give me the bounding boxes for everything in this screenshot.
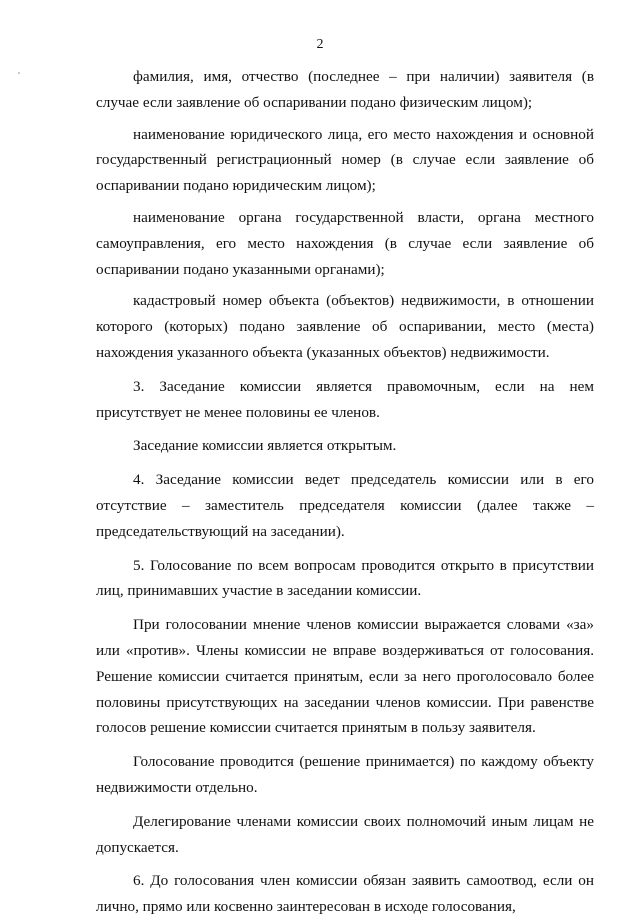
paragraph-per-object-voting: Голосование проводится (решение принимается) по каждому объекту недвижимости отдельно. (96, 753, 594, 796)
paragraph-open-voting: 5. Голосование по всем вопросам проводится открыто в присутствии лиц, принимавших участие в заседании комиссии. (96, 556, 594, 600)
paragraph-no-delegation: Делегирование членами комиссии своих полномочий иным лицам не допускается. (96, 812, 594, 856)
paragraph-government-body: наименование органа государственной власти, органа местного самоуправления, его место нахождения (в случае если заявление об оспаривании подано указанными органами); (96, 208, 594, 278)
paragraph-quorum: 3. Заседание комиссии является правомочным, если на нем присутствует не менее половины ее членов. (96, 377, 594, 421)
paragraph-voting-rules: При голосовании мнение членов комиссии выражается словами «за» или «против». Члены комиссии не вправе воздерживаться от голосования. Решение комиссии считается принятым, если за него проголосовало более половины присутствующих на заседании членов комиссии. При равенстве голосов решение комиссии считается принятым в пользу заявителя. (96, 616, 594, 737)
document-body (96, 64, 594, 920)
paragraph-recusal: 6. До голосования член комиссии обязан заявить самоотвод, если он лично, прямо или косвенно заинтересован в исходе голосования, (96, 872, 594, 916)
scan-speck (18, 72, 20, 74)
paragraph-applicant-name: фамилия, имя, отчество (последнее – при наличии) заявителя (в случае если заявление об оспаривании подано физическим лицом); (96, 68, 594, 111)
paragraph-open-session: Заседание комиссии является открытым. (133, 437, 397, 455)
paragraph-legal-entity: наименование юридического лица, его место нахождения и основной государственный регистрационный номер (в случае если заявление об оспаривании подано юридическим лицом); (96, 125, 594, 195)
paragraph-chairman: 4. Заседание комиссии ведет председатель комиссии или в его отсутствие – заместитель председателя комиссии (далее также – председательствующий на заседании). (96, 471, 594, 540)
page-number: 2 (316, 37, 324, 52)
paragraph-cadastral-number: кадастровый номер объекта (объектов) недвижимости, в отношении которого (которых) подано заявление об оспаривании, место (места) нахождения указанного объекта (указанных объектов) недвижимости. (96, 292, 594, 361)
